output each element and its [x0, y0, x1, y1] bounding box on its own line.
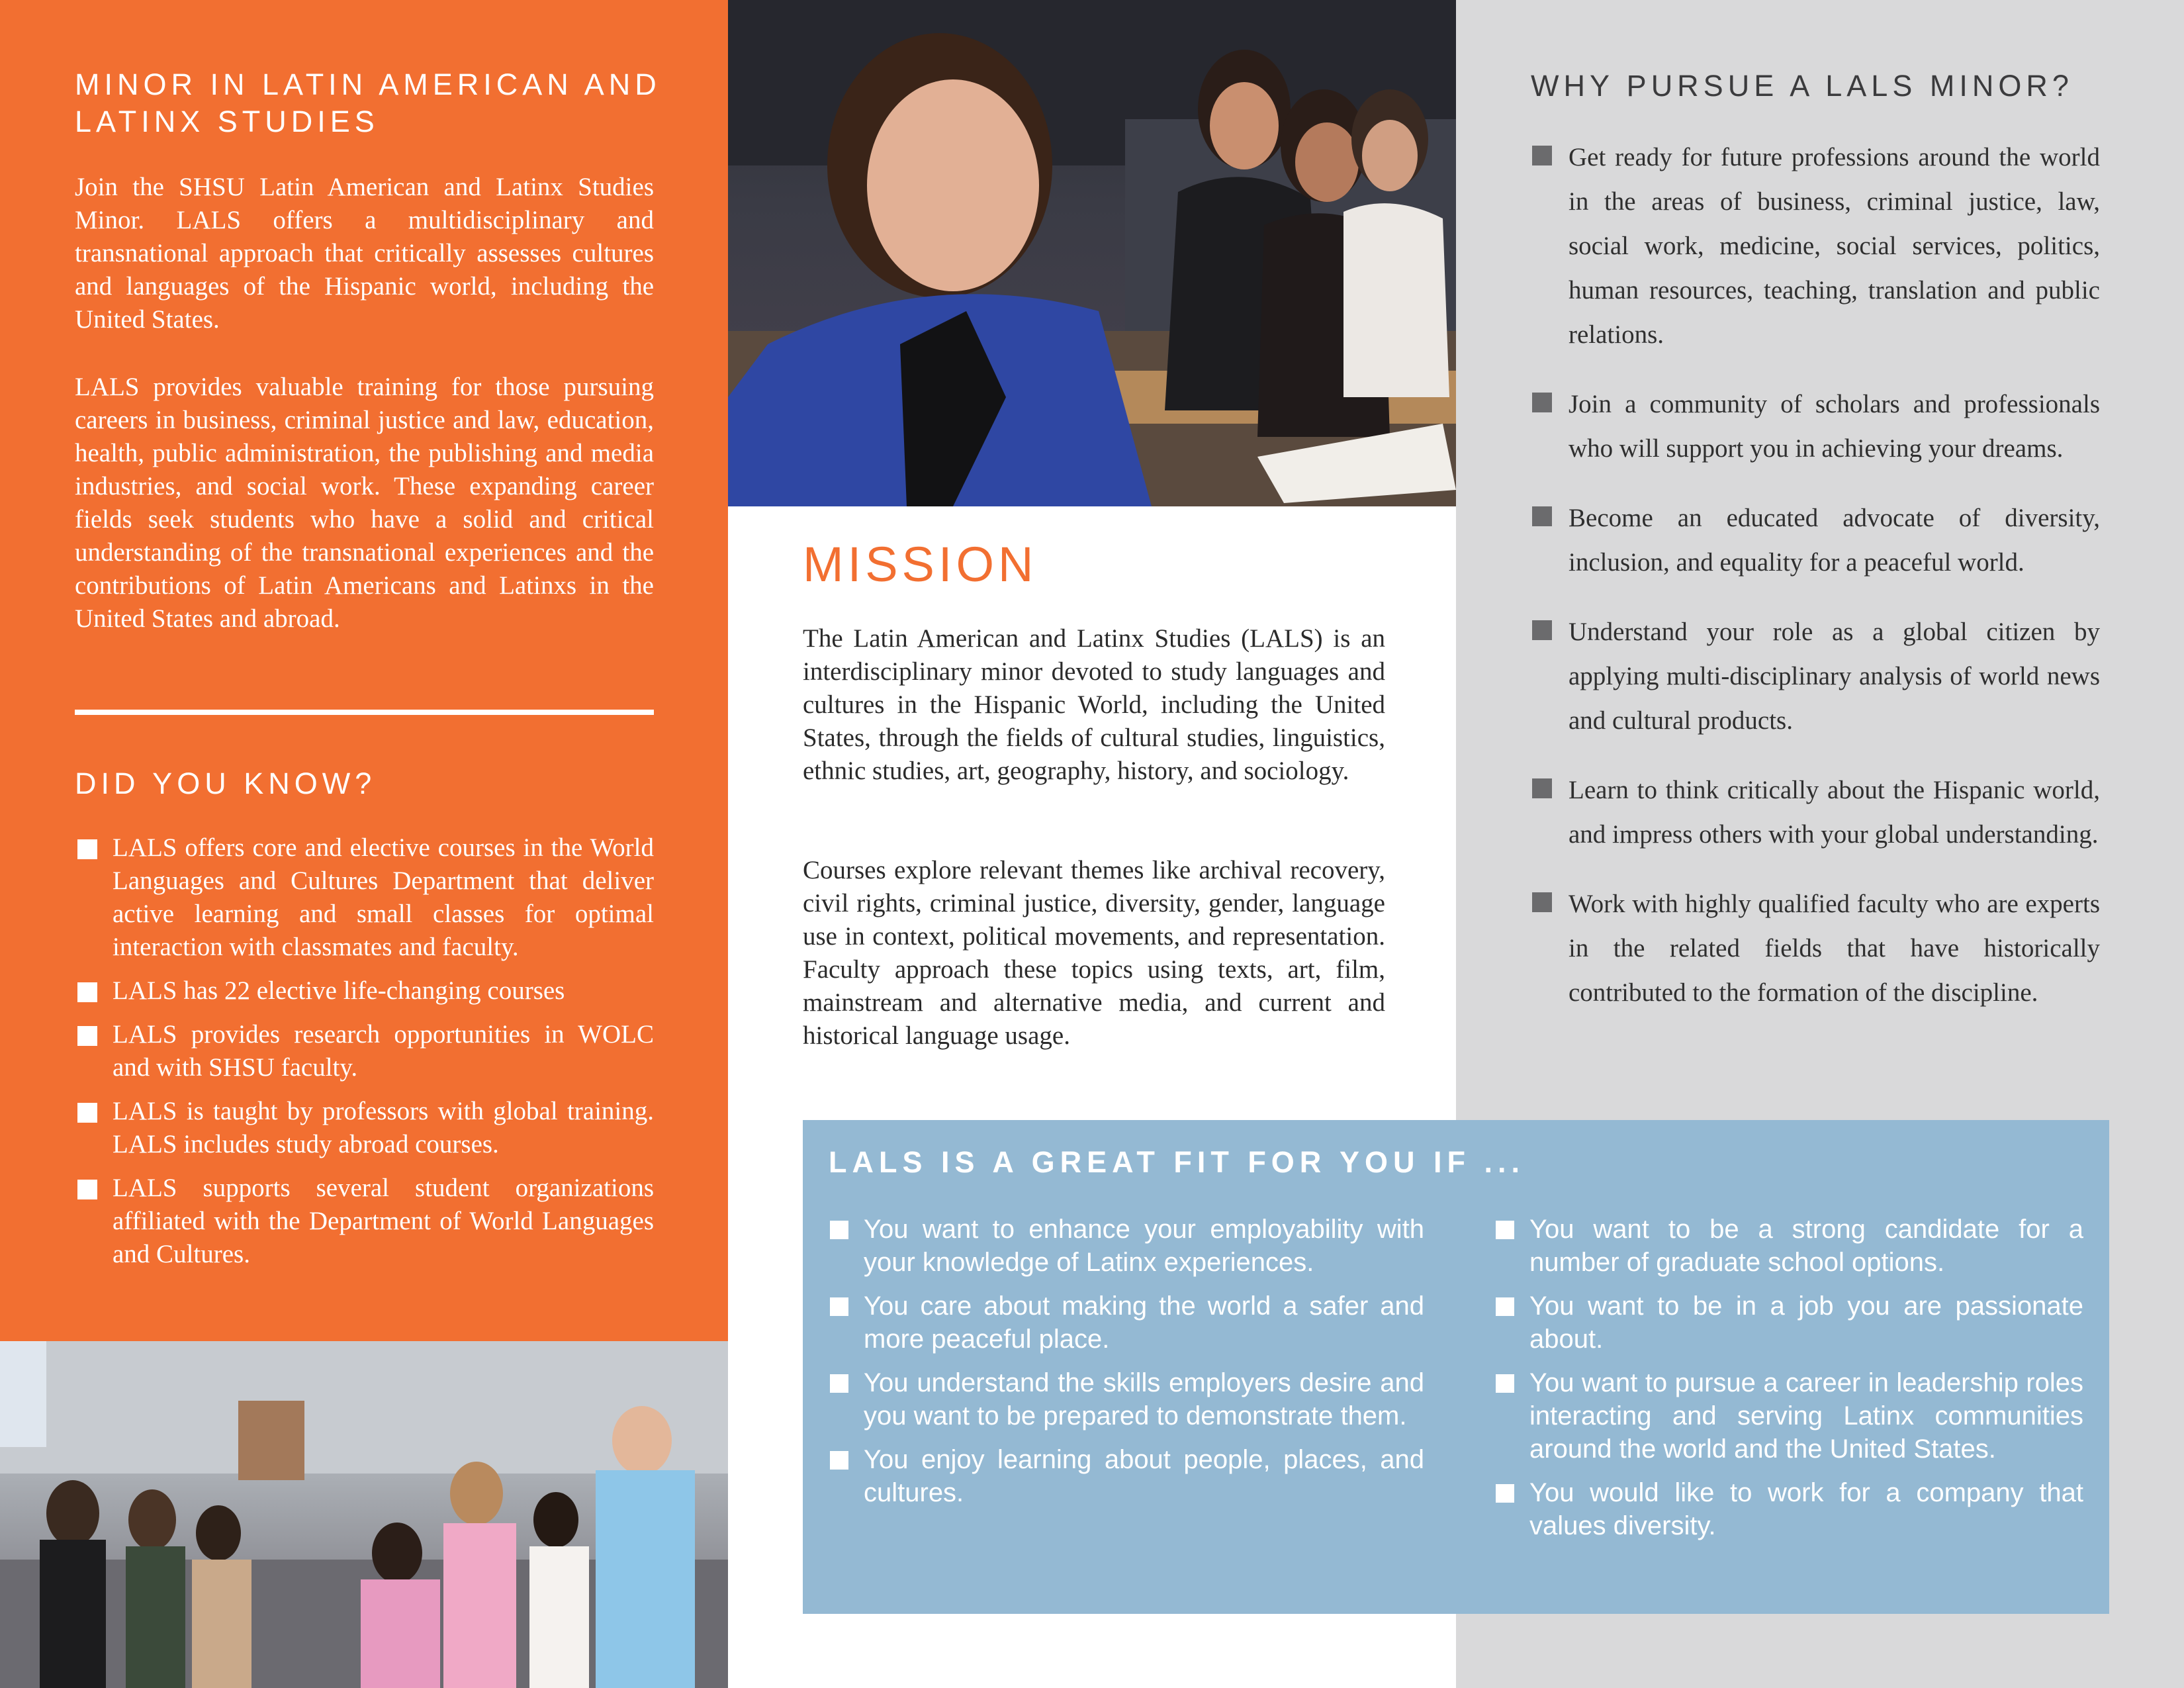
- list-item-text: Join a community of scholars and professionals who will support you in achieving your dreams.: [1569, 390, 2100, 463]
- list-item-text: LALS offers core and elective courses in the World Languages and Cultures Department that deliver active learning and small classes for optimal interaction with classmates and faculty.: [113, 833, 654, 961]
- list-item: [75, 1172, 654, 1271]
- square-bullet-icon: [830, 1221, 848, 1239]
- list-item-text: You want to be in a job you are passionate about.: [1529, 1291, 2083, 1354]
- list-item-text: Get ready for future professions around the world in the areas of business, criminal justice, law, social work, medicine, social services, politics, human resources, teaching, translation and public relations.: [1569, 143, 2100, 349]
- great-fit-list-left: [829, 1213, 1424, 1520]
- square-bullet-icon: [77, 1026, 97, 1046]
- list-item: [1494, 1476, 2083, 1542]
- section-divider: [75, 710, 654, 715]
- square-bullet-icon: [1532, 620, 1552, 640]
- list-item: [1531, 882, 2100, 1015]
- list-item-text: You want to be a strong candidate for a number of graduate school options.: [1529, 1215, 2083, 1277]
- square-bullet-icon: [1532, 506, 1552, 526]
- classroom-event-photo: [0, 1341, 728, 1688]
- list-item-text: LALS provides research opportunities in WOLC and with SHSU faculty.: [113, 1020, 654, 1082]
- great-fit-list-right: [1494, 1213, 2083, 1553]
- minor-title-line-1: MINOR IN LATIN AMERICAN AND: [75, 68, 661, 101]
- square-bullet-icon: [1532, 393, 1552, 412]
- list-item: [829, 1366, 1424, 1432]
- list-item: [829, 1443, 1424, 1509]
- list-item-text: Work with highly qualified faculty who are experts in the related fields that have historically contributed to the formation of the discipline.: [1569, 890, 2100, 1007]
- list-item: [1494, 1289, 2083, 1356]
- square-bullet-icon: [830, 1297, 848, 1316]
- why-pursue-list: [1531, 135, 2100, 1040]
- list-item-text: Understand your role as a global citizen by applying multi-disciplinary analysis of world news and cultural products.: [1569, 618, 2100, 735]
- list-item: [75, 1018, 654, 1084]
- mission-title: MISSION: [803, 537, 1038, 592]
- list-item-text: LALS supports several student organizations affiliated with the Department of World Languages and Cultures.: [113, 1174, 654, 1268]
- square-bullet-icon: [1532, 146, 1552, 165]
- square-bullet-icon: [830, 1374, 848, 1393]
- list-item-text: You want to pursue a career in leadership roles interacting and serving Latinx communities around the world and the United States.: [1529, 1368, 2083, 1464]
- square-bullet-icon: [1532, 892, 1552, 912]
- list-item: [1531, 610, 2100, 743]
- list-item: [75, 831, 654, 964]
- list-item: [75, 974, 654, 1008]
- list-item-text: LALS is taught by professors with global training. LALS includes study abroad courses.: [113, 1097, 654, 1158]
- did-you-know-title: DID YOU KNOW?: [75, 767, 377, 800]
- minor-title: [75, 66, 670, 140]
- list-item-text: You care about making the world a safer and more peaceful place.: [864, 1291, 1424, 1354]
- list-item: [75, 1095, 654, 1161]
- list-item: [829, 1289, 1424, 1356]
- list-item-text: LALS has 22 elective life-changing courses: [113, 976, 565, 1005]
- great-fit-title: LALS IS A GREAT FIT FOR YOU IF ...: [829, 1145, 1525, 1179]
- mission-paragraph: The Latin American and Latinx Studies (LALS) is an interdisciplinary minor devoted to study languages and cultures in the Hispanic World, including the United States, through the fields of cultural studies, linguistics, ethnic studies, art, geography, history, and sociology.: [803, 624, 1385, 785]
- why-pursue-title: WHY PURSUE A LALS MINOR?: [1531, 69, 2073, 103]
- list-item: [1494, 1213, 2083, 1279]
- list-item: [1494, 1366, 2083, 1466]
- square-bullet-icon: [1496, 1484, 1514, 1503]
- list-item-text: You want to enhance your employability with your knowledge of Latinx experiences.: [864, 1215, 1424, 1277]
- intro-paragraph: Join the SHSU Latin American and Latinx Studies Minor. LALS offers a multidisciplinary and transnational approach that critically assesses cultures and languages of the Hispanic world, including the United States.: [75, 173, 654, 334]
- square-bullet-icon: [830, 1451, 848, 1470]
- careers-paragraph: LALS provides valuable training for those pursuing careers in business, criminal justice and law, education, health, public administration, the publishing and media industries, and social work. These expanding career fields seek students who have a solid and critical understanding of the transnational experiences and the contributions of Latin Americans and Latinxs in the United States and abroad.: [75, 373, 654, 633]
- courses-paragraph: Courses explore relevant themes like archival recovery, civil rights, criminal justice, diversity, gender, language use in context, political movements, and representation. Faculty approach these topics using texts, art, film, mainstream and alternative media, and current and historical language usage.: [803, 856, 1385, 1050]
- list-item-text: You would like to work for a company that values diversity.: [1529, 1478, 2083, 1540]
- list-item: [1531, 496, 2100, 585]
- square-bullet-icon: [77, 1103, 97, 1123]
- list-item: [1531, 135, 2100, 357]
- square-bullet-icon: [77, 1180, 97, 1199]
- list-item: [1531, 768, 2100, 857]
- square-bullet-icon: [1496, 1297, 1514, 1316]
- square-bullet-icon: [77, 839, 97, 859]
- did-you-know-list: [75, 831, 654, 1282]
- minor-title-line-2: LATINX STUDIES: [75, 105, 379, 138]
- students-photo: [728, 0, 1456, 506]
- square-bullet-icon: [1532, 778, 1552, 798]
- square-bullet-icon: [1496, 1374, 1514, 1393]
- list-item: [829, 1213, 1424, 1279]
- list-item: [1531, 382, 2100, 471]
- list-item-text: Become an educated advocate of diversity, inclusion, and equality for a peaceful world.: [1569, 504, 2100, 577]
- square-bullet-icon: [77, 982, 97, 1002]
- square-bullet-icon: [1496, 1221, 1514, 1239]
- list-item-text: Learn to think critically about the Hispanic world, and impress others with your global understanding.: [1569, 776, 2100, 849]
- list-item-text: You enjoy learning about people, places, and cultures.: [864, 1445, 1424, 1507]
- list-item-text: You understand the skills employers desire and you want to be prepared to demonstrate them.: [864, 1368, 1424, 1430]
